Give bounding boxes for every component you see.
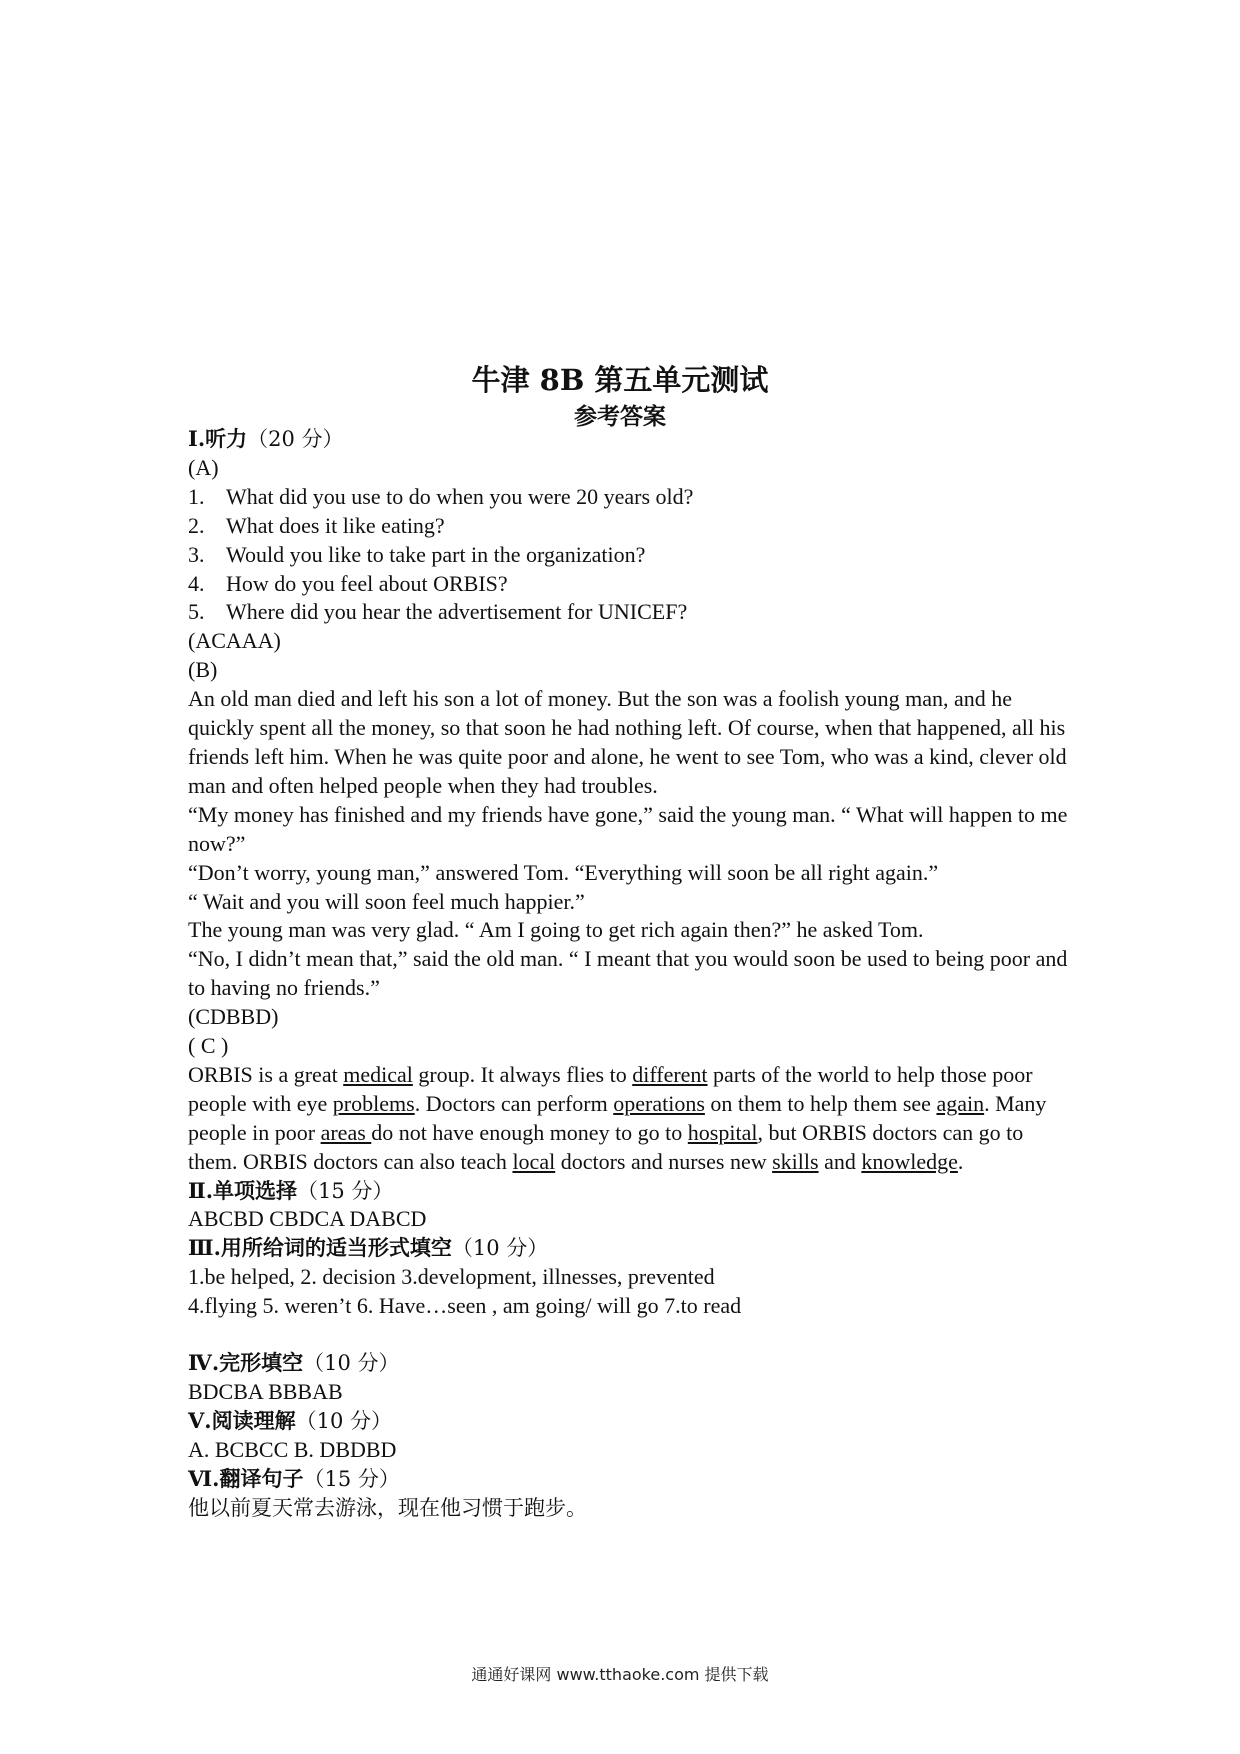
section-answer: ABCBD CBDCA DABCD (188, 1206, 427, 1232)
underlined-answer-word: areas (320, 1119, 372, 1145)
part-b-paragraph: “No, I didn’t mean that,” said the old man. “ I meant that you would soon be used to being poor and to having no friends.” (188, 946, 1068, 1001)
section-reading-heading (188, 1407, 1068, 1436)
part-b-paragraph: “ Wait and you will soon feel much happier.” (188, 888, 585, 914)
part-b-paragraph: “Don’t worry, young man,” answered Tom. “Everything will soon be all right again.” (188, 859, 939, 885)
section-score: （15 分） (297, 1178, 394, 1203)
underlined-answer-word: operations (613, 1090, 705, 1116)
section-score: （10 分） (303, 1351, 400, 1376)
section-answer: 1.be helped, 2. decision 3.development, illnesses, prevented (188, 1264, 715, 1290)
underlined-answer-word: hospital (687, 1119, 758, 1145)
section-listening-heading (188, 425, 1068, 454)
part-a-label: (A) (188, 454, 219, 480)
section-single-choice-heading (188, 1177, 1068, 1206)
section-heading-label: Ⅵ.翻译句子 (188, 1465, 304, 1491)
paragraph-text: . Many people in poor (188, 1090, 1047, 1145)
section-answer: BDCBA BBBAB (188, 1379, 343, 1404)
section-answer: A. BCBCC B. DBDBD (188, 1436, 397, 1462)
part-b-answer: (CDBBD) (188, 1004, 279, 1030)
paragraph-text: . Doctors can perform (414, 1090, 614, 1116)
section-score: （10 分） (295, 1408, 393, 1433)
question-list (188, 483, 1068, 628)
question-text: How do you feel about ORBIS? (226, 570, 508, 596)
section-word-form-heading (188, 1234, 1068, 1263)
paragraph-text: doctors and nurses new (555, 1148, 773, 1174)
part-b-paragraph: An old man died and left his son a lot of money. But the son was a foolish young man, and he quickly spent all the money, so that soon he had nothing left. Of course, when that happened, all his friends left him. When he was quite poor and alone, he went to see Tom, who was a kind, clever old man and often helped people when they had troubles. (188, 686, 1067, 798)
section-answer: 4.flying 5. weren’t 6. Have…seen , am going/ will go 7.to read (188, 1293, 742, 1319)
underlined-answer-word: skills (772, 1148, 819, 1174)
underlined-answer-word: medical (343, 1061, 413, 1087)
list-item (188, 598, 1068, 627)
list-item (188, 541, 1068, 570)
part-b-paragraph: The young man was very glad. “ Am I going to get rich again then?” he asked Tom. (188, 917, 924, 943)
section-score: （20 分） (247, 427, 344, 451)
question-text: Where did you hear the advertisement for UNICEF? (226, 599, 688, 625)
section-answer: 他以前夏天常去游泳，现在他习惯于跑步。 (188, 1495, 587, 1520)
paragraph-text: on them to help them see (704, 1090, 937, 1116)
part-b-paragraph: “My money has finished and my friends have gone,” said the young man. “ What will happen to me now?” (188, 801, 1068, 856)
answer-content (188, 425, 1068, 1523)
list-item (188, 512, 1068, 541)
section-heading-label: Ⅱ.单项选择 (188, 1177, 298, 1203)
section-score: （15 分） (303, 1466, 400, 1491)
section-heading-label: Ⅲ.用所给词的适当形式填空 (188, 1235, 452, 1261)
page-title: 牛津 8B 第五单元测试 (471, 363, 769, 397)
underlined-answer-word: local (512, 1148, 556, 1174)
question-number: 5. (188, 599, 205, 625)
section-heading-label: Ⅳ.完形填空 (188, 1350, 304, 1376)
list-item (188, 570, 1068, 599)
section-score: （10 分） (451, 1236, 549, 1261)
page-footer: 通通好课网 www.tthaoke.com 提供下载 (471, 1665, 769, 1684)
paragraph-text: do not have enough money to go to (371, 1119, 688, 1145)
question-text: What did you use to do when you were 20 years old? (226, 483, 694, 509)
question-number: 3. (188, 541, 205, 567)
underlined-answer-word: problems (332, 1090, 415, 1116)
question-number: 1. (188, 483, 205, 509)
section-heading-label: Ⅰ.听力 (188, 426, 248, 451)
part-c-label: ( C ) (188, 1033, 229, 1059)
page-subtitle: 参考答案 (574, 403, 666, 430)
paragraph-text: . (957, 1148, 964, 1174)
spacer (188, 1321, 1068, 1349)
paragraph-text: parts of the world to help those poor people with eye (188, 1061, 1033, 1116)
section-translation-heading (188, 1465, 1068, 1494)
underlined-answer-word: again (936, 1090, 985, 1116)
section-heading-label: Ⅴ.阅读理解 (188, 1407, 296, 1433)
question-number: 4. (188, 570, 205, 596)
underlined-answer-word: different (632, 1061, 708, 1087)
paragraph-text: ORBIS is a great (188, 1061, 344, 1087)
list-item (188, 483, 1068, 512)
part-b-label: (B) (188, 657, 218, 683)
paragraph-text: and (818, 1148, 862, 1174)
question-text: What does it like eating? (226, 512, 445, 538)
section-cloze-heading (188, 1349, 1068, 1378)
underlined-answer-word: knowledge (861, 1148, 958, 1174)
paragraph-text: group. It always flies to (412, 1061, 633, 1087)
question-text: Would you like to take part in the organization? (226, 541, 646, 567)
part-a-answer: (ACAAA) (188, 628, 281, 654)
paragraph-text: , but ORBIS doctors can go to them. ORBIS doctors can also teach (188, 1119, 1024, 1174)
question-number: 2. (188, 512, 205, 538)
part-c-paragraph (188, 1061, 1068, 1177)
